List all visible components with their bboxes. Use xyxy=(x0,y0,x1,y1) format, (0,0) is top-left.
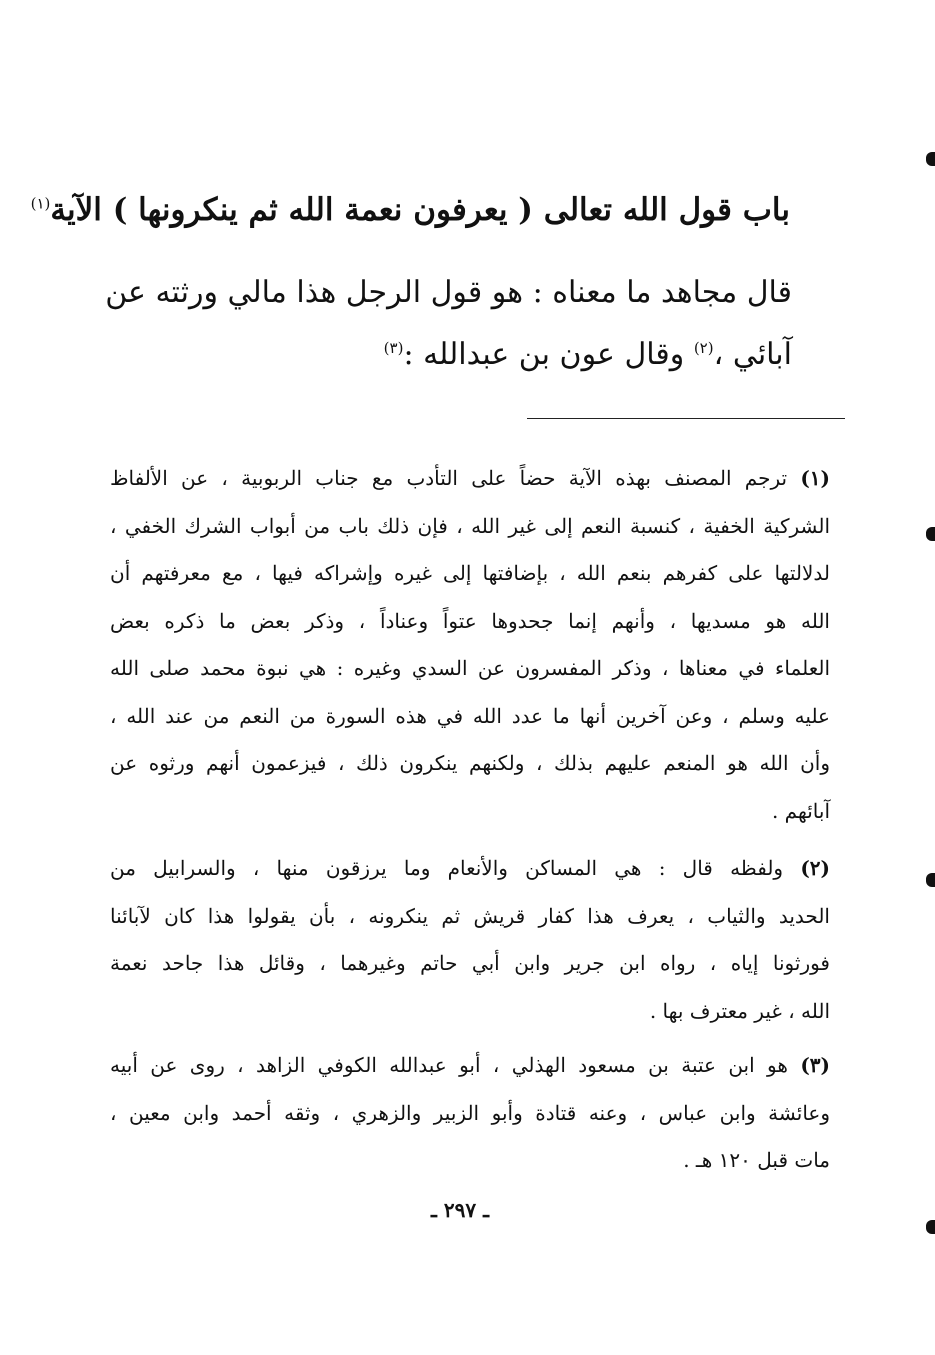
footnote-ref: (٢) xyxy=(693,339,714,357)
page-number: ـ ٢٩٧ ـ xyxy=(431,1198,489,1222)
footnote-2 xyxy=(110,845,830,1035)
main-text-segment: آبائي ، xyxy=(713,337,792,372)
binding-mark xyxy=(926,873,935,887)
footnote-line: الشركية الخفية ، كنسبة النعم إلى غير الله ، فإن ذلك باب من أبواب الشرك الخفي ، xyxy=(110,513,830,538)
footnote-line: الله ، غير معترف بها . xyxy=(649,998,830,1023)
footnote-text: ولفظه قال : هي المساكن والأنعام وما يرزقون منها ، والسرابيل من xyxy=(110,856,801,880)
footnote-line: الحديد والثياب ، يعرف هذا كفار قريش ثم ينكرونه ، بأن يقولوا هذا كان لآبائنا xyxy=(110,903,830,928)
binding-mark xyxy=(926,1220,935,1234)
footnote-line xyxy=(110,1042,830,1090)
footnote-number: (٣) xyxy=(800,1053,830,1077)
heading-footnote-ref: (١) xyxy=(30,194,51,213)
chapter-heading xyxy=(30,178,790,242)
chapter-heading-text: باب قول الله تعالى ( يعرفون نعمة الله ثم ينكرونها ) الآية xyxy=(50,192,790,228)
footnote-line: الله هو مسديها ، وأنهم إنما جحدوها عتواً وعناداً ، وذكر بعض ما ذكره بعض xyxy=(110,608,830,633)
footnote-line: لدلالتها على كفرهم بنعم الله ، بإضافتها إلى غيره وإشراكه فيها ، مع معرفتهم أن xyxy=(110,561,830,585)
main-text-line xyxy=(112,324,792,386)
footnote-ref: (٣) xyxy=(383,339,404,357)
footnote-line: آبائهم . xyxy=(771,798,830,823)
footnote-1 xyxy=(110,455,830,835)
footnote-divider xyxy=(527,418,845,419)
footnote-number: (١) xyxy=(800,466,830,490)
footnote-line: وأن الله هو المنعم عليهم بذلك ، ولكنهم ينكرون ذلك ، فيزعمون أنهم ورثوه عن xyxy=(110,751,830,775)
footnote-line xyxy=(110,845,830,893)
footnote-text: ترجم المصنف بهذه الآية حضاً على التأدب مع جناب الربوبية ، عن الألفاظ xyxy=(110,466,801,490)
binding-mark xyxy=(926,152,935,166)
main-text-line: قال مجاهد ما معناه : هو قول الرجل هذا مالي ورثته عن xyxy=(105,275,792,310)
footnote-line: فورثونا إياه ، رواه ابن جرير وابن أبي حاتم وغيرهما ، وقائل هذا جاحد نعمة xyxy=(110,951,830,975)
footnote-text: هو ابن عتبة بن مسعود الهذلي ، أبو عبدالله الكوفي الزاهد ، روى عن أبيه xyxy=(110,1053,801,1077)
footnote-3 xyxy=(110,1042,830,1185)
footnote-line: عليه وسلم ، وعن آخرين أنها ما عدد الله في هذه السورة من النعم من عند الله ، xyxy=(110,703,830,728)
footnote-line: وعائشة وابن عباس ، وعنه قتادة وأبو الزبير والزهري ، وثقه أحمد وابن معين ، xyxy=(110,1100,830,1125)
footnote-line: مات قبل ١٢٠ هـ . xyxy=(683,1148,830,1172)
footnote-line: العلماء في معناها ، وذكر المفسرون عن السدي وغيره : هي نبوة محمد صلى الله xyxy=(110,656,830,680)
binding-mark xyxy=(926,527,935,541)
main-text-segment: وقال عون بن عبدالله : xyxy=(403,337,694,372)
main-text xyxy=(105,262,792,386)
footnote-line xyxy=(110,455,830,503)
footnote-number: (٢) xyxy=(800,856,830,880)
